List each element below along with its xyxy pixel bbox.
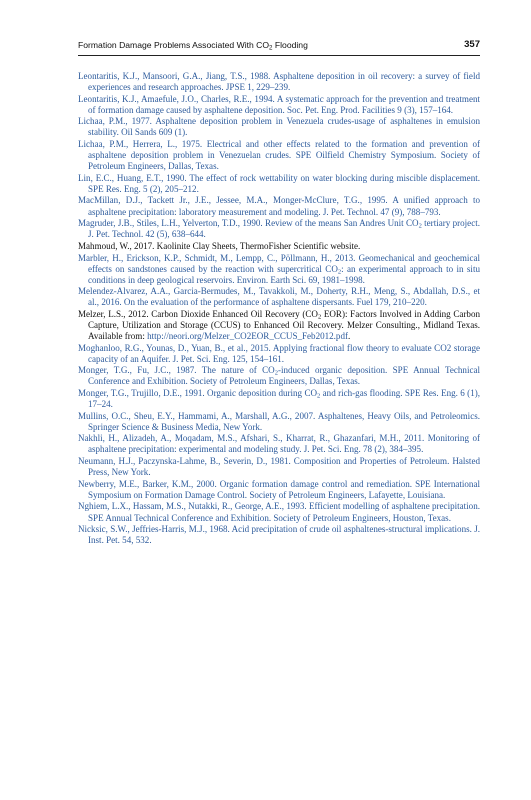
reference-text: Melendez-Alvarez, A.A., Garcia-Bermudes, M., Tavakkoli, M., Doherty, R.H., Meng, S., Abdallah, D.S., et al., 2016. On the evaluation of the performance of asphaltene dispersants. Fuel 179, 210–220. bbox=[78, 286, 480, 308]
reference-text: and rich-gas flooding. SPE Res. Eng. 6 (1), 17–24. bbox=[88, 388, 480, 410]
reference-entry[interactable] bbox=[78, 94, 480, 116]
reference-text: -induced organic deposition. SPE Annual Technical Conference and Exhibition. Society of Petroleum Engineers, Dallas, Texas. bbox=[88, 365, 480, 387]
reference-text: Marbler, H., Erickson, K.P., Schmidt, M., Lempp, C., Pöllmann, H., 2013. Geomechanical and geochemical effects on sandstones caused by the reaction with supercritical CO bbox=[78, 252, 480, 274]
reference-entry[interactable] bbox=[78, 139, 480, 172]
reference-entry[interactable] bbox=[78, 286, 480, 308]
reference-text: Monger, T.G., Trujillo, D.E., 1991. Organic deposition during CO bbox=[78, 388, 318, 399]
reference-text: Lichaa, P.M., Herrera, L., 1975. Electrical and other effects related to the formation and prevention of asphaltene deposition problem in Venezuelan crudes. SPE Oilfield Chemistry Symposium. Society of Petroleum Engineers, Dallas, Texas. bbox=[78, 139, 480, 172]
reference-entry bbox=[78, 309, 480, 342]
reference-entry[interactable] bbox=[78, 388, 480, 410]
page-number: 357 bbox=[464, 39, 480, 50]
reference-text: Mullins, O.C., Sheu, E.Y., Hammami, A., Marshall, A.G., 2007. Asphaltenes, Heavy Oils, and Petroleomics. Springer Science & Business Media, New York. bbox=[78, 410, 480, 432]
reference-text: Neumann, H.J., Paczynska-Lahme, B., Severin, D., 1981. Composition and Properties of Petroleum. Halsted Press, New York. bbox=[78, 456, 480, 478]
subscript: 2 bbox=[418, 222, 422, 230]
reference-entry[interactable] bbox=[78, 218, 480, 240]
reference-text: Lin, E.C., Huang, E.T., 1990. The effect of rock wettability on water blocking during miscible displacement. SPE Res. Eng. 5 (2), 205–212. bbox=[78, 172, 480, 194]
reference-entry[interactable] bbox=[78, 524, 480, 546]
reference-entry[interactable] bbox=[78, 173, 480, 195]
reference-text: Lichaa, P.M., 1977. Asphaltene deposition problem in Venezuela crudes-usage of asphaltenes in emulsion stability. Oil Sands 609 (1). bbox=[78, 116, 480, 138]
running-head-title: Formation Damage Problems Associated With $CO_2$ Flooding bbox=[78, 40, 308, 52]
reference-entry[interactable] bbox=[78, 343, 480, 365]
reference-text: Leontaritis, K.J., Amaefule, J.O., Charles, R.E., 1994. A systematic approach for the prevention and treatment of formation damage caused by asphaltene deposition. Soc. Pet. Eng. Prod. Facilities 9 (3), 157–164. bbox=[78, 93, 480, 115]
subscript: 2 bbox=[337, 268, 342, 276]
reference-text: Leontaritis, K.J., Mansoori, G.A., Jiang, T.S., 1988. Asphaltene deposition in oil recovery: a survey of field experiences and research approaches. JPSE 1, 229–239. bbox=[78, 71, 480, 93]
reference-text: Melzer, L.S., 2012. Carbon Dioxide Enhanced Oil Recovery (CO bbox=[78, 308, 318, 319]
reference-entry[interactable] bbox=[78, 433, 480, 455]
reference-text: EOR): Factors Involved in Adding Carbon Capture, Utilization and Storage (CCUS) to Enhanced Oil Recovery. Melzer Consulting., Midland Texas. Available from: bbox=[88, 308, 481, 342]
reference-url-link[interactable]: http://neori.org/Melzer_CO2EOR_CCUS_Feb2012.pdf bbox=[147, 331, 348, 342]
reference-text: MacMillan, D.J., Tackett Jr., J.E., Jessee, M.A., Monger-McClure, T.G., 1995. A unified approach to asphaltene precipitation: laboratory measurement and modeling. J. Pet. Technol. 47 (9), 788–793. bbox=[78, 195, 480, 217]
reference-entry bbox=[78, 241, 480, 252]
reference-text: Mahmoud, W., 2017. Kaolinite Clay Sheets, ThermoFisher Scientific website. bbox=[78, 240, 361, 251]
running-head bbox=[78, 40, 480, 54]
reference-text: tertiary project. J. Pet. Technol. 42 (5), 638–644. bbox=[88, 218, 480, 240]
reference-text: : an experimental approach to in situ conditions in deep geological reservoirs. Environ. Earth Sci. 69, 1981–1998. bbox=[88, 263, 480, 285]
reference-text: Nakhli, H., Alizadeh, A., Moqadam, M.S., Afshari, S., Kharrat, R., Ghazanfari, M.H., 2011. Monitoring of asphaltene precipitation: experimental and modeling study. J. Pet. Sci. Eng. 78 (2), 384–395. bbox=[78, 433, 480, 455]
reference-entry[interactable] bbox=[78, 365, 480, 387]
reference-text: Nicksic, S.W., Jeffries-Harris, M.J., 1968. Acid precipitation of crude oil asphaltenes-structural implications. J. Inst. Pet. 54, 532. bbox=[78, 524, 480, 546]
reference-entry[interactable] bbox=[78, 456, 480, 478]
reference-entry[interactable] bbox=[78, 501, 480, 523]
subscript: 2 bbox=[317, 313, 322, 321]
reference-entry[interactable] bbox=[78, 479, 480, 501]
subscript: 2 bbox=[274, 369, 278, 377]
reference-text: Nghiem, L.X., Hassam, M.S., Nutakki, R., George, A.E., 1993. Efficient modelling of asphaltene precipitation. SPE Annual Technical Conference and Exhibition. Society of Petroleum Engineers, Houston, Texas. bbox=[78, 501, 480, 523]
subscript: 2 bbox=[317, 392, 321, 400]
reference-entry[interactable] bbox=[78, 195, 480, 217]
reference-text: Moghanloo, R.G., Younas, D., Yuan, B., et al., 2015. Applying fractional flow theory to evaluate CO2 storage capacity of an Aquifer. J. Pet. Sci. Eng. 125, 154–161. bbox=[78, 342, 480, 364]
header-rule bbox=[78, 55, 480, 56]
reference-text: Magruder, J.B., Stiles, L.H., Yelverton, T.D., 1990. Review of the means San Andres Unit CO bbox=[78, 218, 419, 229]
reference-entry[interactable] bbox=[78, 411, 480, 433]
reference-text: Monger, T.G., Fu, J.C., 1987. The nature of CO bbox=[78, 365, 275, 376]
reference-entry[interactable] bbox=[78, 116, 480, 138]
reference-list bbox=[78, 71, 480, 547]
reference-text: Newberry, M.E., Barker, K.M., 2000. Organic formation damage control and remediation. SPE International Symposium on Formation Damage Control. Society of Petroleum Engineers, Lafayette, Louisiana. bbox=[78, 478, 480, 500]
reference-text: . bbox=[348, 331, 351, 342]
reference-entry[interactable] bbox=[78, 71, 480, 93]
reference-entry[interactable] bbox=[78, 253, 480, 286]
